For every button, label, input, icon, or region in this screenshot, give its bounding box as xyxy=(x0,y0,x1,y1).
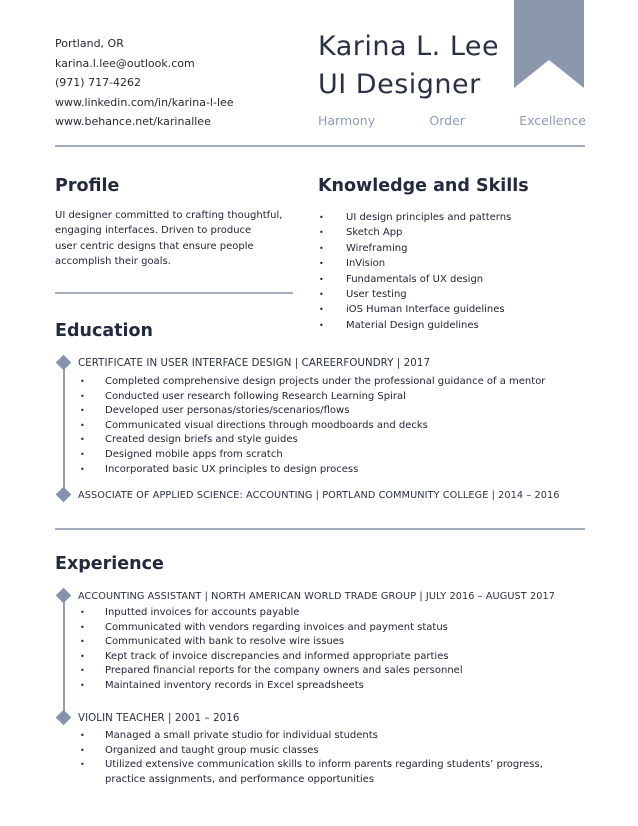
education-timeline xyxy=(63,362,65,495)
skill-item: • UI design principles and patterns xyxy=(318,210,511,225)
diamond-icon xyxy=(56,588,72,604)
profile-line: accomplish their goals. xyxy=(55,255,171,267)
skills-list xyxy=(318,210,511,333)
list-item: • Communicated with bank to resolve wire issues xyxy=(78,635,588,650)
experience-entry-title: ACCOUNTING ASSISTANT | NORTH AMERICAN WORLD TRADE GROUP | JULY 2016 – AUGUST 2017 xyxy=(78,591,556,602)
skill-item: • Sketch App xyxy=(318,225,511,240)
profile-divider xyxy=(55,292,293,294)
experience-timeline xyxy=(63,596,65,718)
list-item: • Organized and taught group music classes xyxy=(78,744,578,759)
profile-line: user centric designs that ensure people xyxy=(55,240,254,252)
full-name: Karina L. Lee xyxy=(318,31,500,62)
list-item: • Completed comprehensive design projects under the professional guidance of a mentor xyxy=(78,375,588,390)
values-row xyxy=(318,113,586,128)
bookmark-ribbon-icon xyxy=(514,0,584,88)
skill-item: • Material Design guidelines xyxy=(318,318,511,333)
skill-item: • User testing xyxy=(318,287,511,302)
list-item: • Developed user personas/stories/scenarios/flows xyxy=(78,404,588,419)
skill-item: • iOS Human Interface guidelines xyxy=(318,302,511,317)
contact-email[interactable]: karina.l.lee@outlook.com xyxy=(55,56,195,70)
list-item: • Designed mobile apps from scratch xyxy=(78,448,588,463)
value-3: Excellence xyxy=(519,113,586,128)
contact-behance[interactable]: www.behance.net/karinallee xyxy=(55,115,211,128)
list-item: • Communicated with vendors regarding invoices and payment status xyxy=(78,621,588,636)
education-heading: Education xyxy=(55,321,153,341)
profile-line: UI designer committed to crafting thoughtful, xyxy=(55,210,283,221)
education-bullet-list xyxy=(78,375,588,477)
education-entry-title: ASSOCIATE OF APPLIED SCIENCE: ACCOUNTING | PORTLAND COMMUNITY COLLEGE | 2014 – 2016 xyxy=(78,490,560,501)
list-item: • Kept track of invoice discrepancies and informed appropriate parties xyxy=(78,650,588,665)
experience-bullet-list xyxy=(78,729,578,787)
value-2: Order xyxy=(429,113,465,128)
list-item: • Conducted user research following Research Learning Spiral xyxy=(78,390,588,405)
diamond-icon xyxy=(56,710,72,726)
list-item: • Maintained inventory records in Excel spreadsheets xyxy=(78,679,588,694)
list-item: • Prepared financial reports for the company owners and sales personnel xyxy=(78,664,588,679)
contact-linkedin[interactable]: www.linkedin.com/in/karina-l-lee xyxy=(55,95,234,109)
contact-phone: (971) 717-4262 xyxy=(55,76,142,89)
skill-item: • InVision xyxy=(318,256,511,271)
list-item: • Inputted invoices for accounts payable xyxy=(78,606,588,621)
contact-block xyxy=(55,34,234,132)
education-entry-title: CERTIFICATE IN USER INTERFACE DESIGN | CAREERFOUNDRY | 2017 xyxy=(78,358,431,369)
list-item: • Communicated visual directions through moodboards and decks xyxy=(78,419,588,434)
skill-item: • Fundamentals of UX design xyxy=(318,272,511,287)
skills-heading: Knowledge and Skills xyxy=(318,176,529,196)
list-item: • Created design briefs and style guides xyxy=(78,433,588,448)
experience-bullet-list xyxy=(78,606,588,694)
header-divider xyxy=(55,145,585,147)
experience-heading: Experience xyxy=(55,554,164,574)
value-1: Harmony xyxy=(318,113,376,128)
diamond-icon xyxy=(56,355,72,371)
profile-text xyxy=(55,208,295,269)
profile-heading: Profile xyxy=(55,176,120,196)
list-item: • Utilized extensive communication skills to inform parents regarding students’ progress, practice assignments, and performance opportunities xyxy=(78,758,578,787)
job-title: UI Designer xyxy=(318,69,481,100)
contact-location: Portland, OR xyxy=(55,37,124,50)
education-divider xyxy=(55,528,585,530)
profile-line: engaging interfaces. Driven to produce xyxy=(55,225,252,237)
list-item: • Managed a small private studio for individual students xyxy=(78,729,578,744)
experience-entry-title: VIOLIN TEACHER | 2001 – 2016 xyxy=(78,713,240,724)
list-item: • Incorporated basic UX principles to design process xyxy=(78,463,588,478)
skill-item: • Wireframing xyxy=(318,241,511,256)
name-header xyxy=(318,28,499,104)
diamond-icon xyxy=(56,487,72,503)
